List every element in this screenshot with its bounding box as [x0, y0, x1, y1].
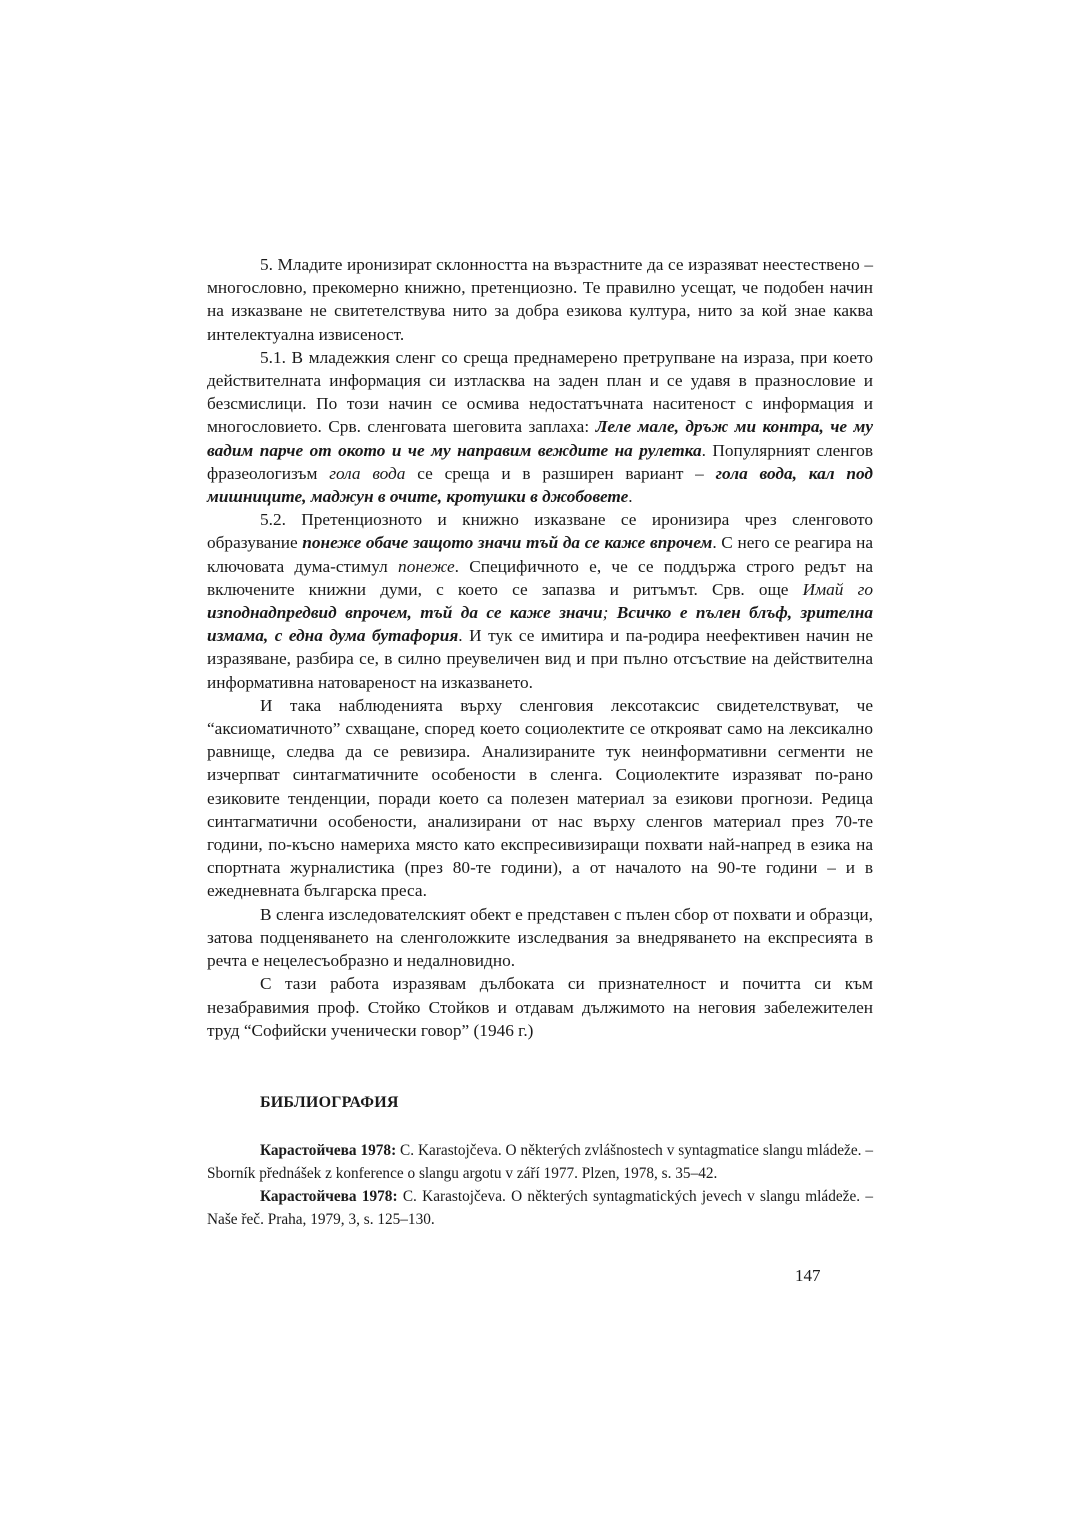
- example-formation: понеже обаче защото значи тъй да се каже впрочем: [302, 533, 713, 553]
- paragraph-slang-research: В сленга изследователският обект е представен с пълен сбор от похвати и образци, затова подценяването на сленголожките изследвания за внедряването на експресията в речта е нецелесъобразно и недалновидно.: [207, 904, 873, 971]
- bibliography-text: C. Karastojčeva. O některých syntagmatických jevech v slangu mládeže. – Naše řeč. Praha, 1979, 3, s. 125–130.: [207, 1188, 873, 1228]
- example-bold: Всичко е пълен блъф, зрителна измама, с една дума бутафория: [207, 603, 873, 646]
- example-stimulus-word: понеже: [398, 556, 455, 576]
- example-extended-phrase: гола вода, кал под мишниците, маджун в очите, кротушки в джобовете: [207, 463, 873, 507]
- text-segment: . Популярният сленгов фразеологизъм: [207, 440, 873, 483]
- text-segment: . Специфичното е, че се поддържа строго редът на включените книжни думи, с което се запазва и ритъмът. Срв. още: [207, 556, 873, 599]
- page-number: 147: [795, 1266, 821, 1285]
- paragraph-acknowledgement: С тази работа изразявам дълбоката си признателност и почитта си към незабравимия проф. Стойко Стойков и отдавам дължимото на неговия забележителен труд “Софийски ученически говор” (1946 г.): [207, 974, 873, 1040]
- text-segment: 5.1. В младежкия сленг со среща преднамерено претрупване на израза, при което действителната информация си изтласква на заден план и се удавя в празнословие и безсмислици. По този начин се осмива недостатъчната наситеност с информация и многословието. Срв. сленговата шеговита заплаха:: [207, 347, 873, 437]
- example-phrase: гола вода: [329, 463, 406, 483]
- text-segment: се среща и в разширен вариант –: [405, 463, 716, 483]
- bibliography-author: Карастойчева 1978:: [260, 1142, 397, 1159]
- example-bold: изподнадпредвид впрочем, тъй да се каже значи: [207, 603, 603, 623]
- bibliography-author: Карастойчева 1978:: [260, 1188, 398, 1205]
- example-separator: ;: [602, 603, 617, 623]
- bibliography-text: C. Karastojčeva. O některých zvlášnostech v syntagmatice slangu mládeže. – Sborník přednášek z konference o slangu argotu v září 1977. Plzen, 1978, s. 35–42.: [207, 1142, 873, 1182]
- text-segment: .: [628, 487, 633, 507]
- main-text: [207, 253, 873, 1042]
- example-italic: Имай го: [802, 579, 874, 599]
- paragraph-5: 5. Младите иронизират склонността на възрастните да се изразяват неестествено – многословно, прекомерно книжно, претенциозно. Те правилно усещат, че подобен начин на изказване не свитетелствува нито за добра езикова култура, нито за кой знае каква интелектуална извисеност.: [207, 255, 873, 344]
- bibliography-entry: [207, 1139, 873, 1185]
- text-segment: 5.2. Претенциозното и книжно изказване се иронизира чрез сленговото образувание: [207, 510, 873, 553]
- paragraph-5-1: [207, 346, 873, 508]
- bibliography-entry: [207, 1185, 873, 1231]
- bibliography-heading: БИБЛИОГРАФИЯ: [260, 1094, 399, 1111]
- example-threat: Леле мале, дръж ми контра, че му вадим парче от окото и че му направим веждите на рулетка: [207, 417, 873, 460]
- paragraph-conclusion: И така наблюденията върху сленговия лексотаксис свидетелствуват, че “аксиоматичното” схващане, според което социолектите се открояват само на лексикално равнище, следва да се ревизира. Анализираните тук неинформативни сегменти не изчерпват синтагматичните особености в сленга. Социолектите изразяват по-рано езиковите тенденции, поради което са полезен материал за езикови прогнози. Редица синтагматични особености, анализирани от нас върху сленгов материал през 70-те години, по-късно намериха място като експресивизиращи похвати най-напред в езика на спортната журналистика (през 80-те години), а от началото на 90-те години – и в ежедневната българска преса.: [207, 695, 873, 901]
- bibliography-list: [207, 1139, 873, 1231]
- text-segment: . И тук се имитира и па-родира неефективен начин не изразяване, разбира се, в силно преувеличен вид и при пълно отсъствие на действителна информативна натовареност на изказването.: [207, 626, 873, 692]
- paragraph-5-2: [207, 508, 873, 694]
- text-segment: . С него се реагира на ключовата дума-стимул: [207, 533, 873, 576]
